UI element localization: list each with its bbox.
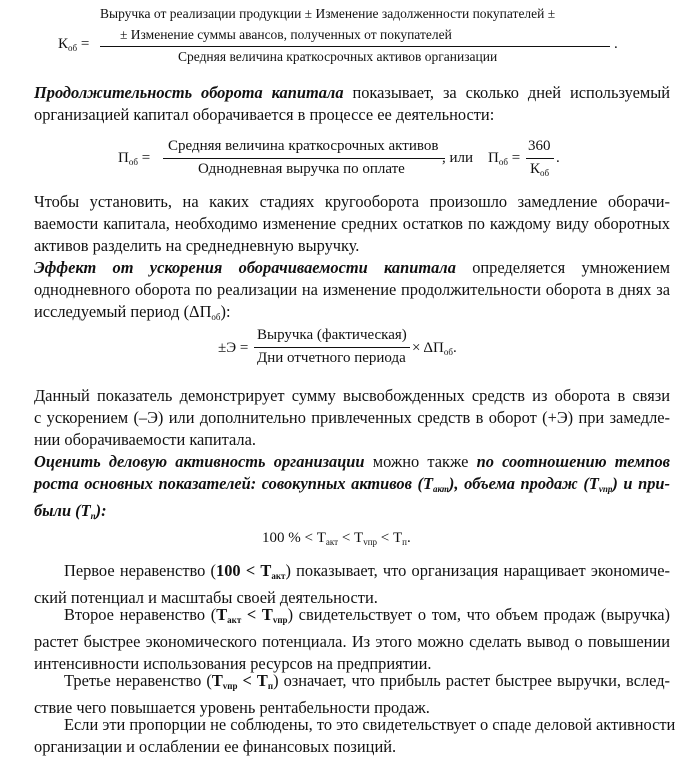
para2-line3: активов разделить на среднедневную выручку. <box>34 236 360 255</box>
para3-line2: однодневного оборота по реализации на изменение продолжительности оборота в днях за <box>34 280 670 299</box>
para2-line1: Чтобы установить, на каких стадиях кругооборота произошло замедление оборачи- <box>34 192 670 211</box>
para3-line3: исследуемый период $(\Delta П_{об})$: <box>34 302 231 322</box>
para4-line1: Данный показатель демонстрирует сумму высвобожденных средств из оборота в связи <box>34 386 670 405</box>
para7-line3: интенсивности использования ресурсов на предприятии. <box>34 654 432 673</box>
para4-line2: с ускорением (–Э) или дополнительно привлеченных средств в оборот (+Э) при замедле- <box>34 408 670 427</box>
term-turnover-duration: Продолжительность оборота капитала <box>34 83 344 102</box>
formula-e-denominator: Дни отчетного периода <box>257 350 406 366</box>
para5-line3: были $(Т_п)$: <box>34 501 107 521</box>
paragraph-first-inequality <box>34 560 670 609</box>
para5-bold-rest: по соотношению темпов <box>476 452 671 471</box>
formula-k-numerator-line2: ± Изменение суммы авансов, полученных от покупателей <box>120 27 452 42</box>
paragraph-second-inequality <box>34 604 670 675</box>
para5-mid: можно также <box>364 452 477 471</box>
formula-p-denominator: Однодневная выручка по оплате <box>198 161 405 177</box>
formula-p-numerator: Средняя величина краткосрочных активов <box>168 138 439 154</box>
para3-text: определяется умножением <box>455 258 670 277</box>
formula-p-end: . <box>556 150 560 166</box>
para8-line2: ствие чего повышается уровень рентабельности продаж. <box>34 698 430 717</box>
para6-line1: Первое неравенство $(100 < Т_{акт})$ показывает, что организация наращивает экономиче- <box>64 561 671 581</box>
formula-inequality: 100 % < $Т_{акт} < Т_{vпр} < Т_п$. <box>262 530 411 547</box>
para7-line1: Второе неравенство $(Т_{акт} < Т_{vпр})$ свидетельствует о том, что объем продаж (выручка) <box>64 605 671 625</box>
formula-k-denominator: Средняя величина краткосрочных активов организации <box>178 49 498 64</box>
formula-p-or: , или <box>442 150 474 166</box>
para1-text: показывает, за сколько дней используемый <box>343 83 671 102</box>
para8-line1: Третье неравенство $(Т_{vпр} < Т_п)$ означает, что прибыль растет быстрее выручки, вслед- <box>64 671 671 691</box>
para1-line2: организацией капитал оборачивается в процессе ее деятельности: <box>34 105 495 124</box>
formula-p-fraction-line2 <box>526 158 554 159</box>
formula-k-numerator-line1: Выручка от реализации продукции ± Изменение задолженности покупателей ± <box>100 6 556 21</box>
para4-line3: нии оборачиваемости капитала. <box>34 430 256 449</box>
term-business-activity: Оценить деловую активность организации <box>34 452 365 471</box>
paragraph-indicator <box>34 385 670 451</box>
formula-e-fraction-line <box>254 347 410 348</box>
para2-line2: ваемости капитала, необходимо изменение средних остатков по каждому виду оборотных <box>34 214 670 233</box>
paragraph-slowdown <box>34 191 670 257</box>
formula-e-lhs: ±Э = <box>218 340 249 356</box>
formula-p-symbol: $П_{об}$ = <box>118 150 151 167</box>
formula-e-times: × $\Delta П_{об}$. <box>412 340 457 357</box>
formula-k-fraction-line <box>100 46 610 47</box>
para9-line1: Если эти пропорции не соблюдены, то это свидетельствует о спаде деловой активности <box>64 715 676 734</box>
paragraph-conclusion <box>34 714 676 758</box>
formula-p-numerator2: 360 <box>528 138 551 154</box>
para9-line2: организации и ослаблении ее финансовых позиций. <box>34 737 397 756</box>
formula-k-symbol: $К_{об}$ = <box>58 36 90 53</box>
paragraph-acceleration-effect <box>34 257 670 328</box>
formula-p-fraction-line <box>163 158 445 159</box>
formula-p-symbol2: $П_{об}$ = <box>488 150 521 167</box>
para5-line2: роста основных показателей: совокупных активов $(Т_{акт})$, объема продаж $(Т_{vпр})$ и при- <box>34 474 670 494</box>
para6-line2: ский потенциал и масштабы своей деятельности. <box>34 588 378 607</box>
term-acceleration-effect: Эффект от ускорения оборачиваемости капитала <box>34 258 456 277</box>
formula-p-denominator2: $К_{об}$ <box>530 161 550 178</box>
formula-e-numerator: Выручка (фактическая) <box>257 327 407 343</box>
paragraph-turnover-duration <box>34 82 670 126</box>
formula-k-end: . <box>614 36 618 52</box>
para7-line2: растет быстрее экономического потенциала. Из этого можно сделать вывод о повышении <box>34 632 670 651</box>
paragraph-business-activity <box>34 451 670 527</box>
paragraph-third-inequality <box>34 670 670 719</box>
